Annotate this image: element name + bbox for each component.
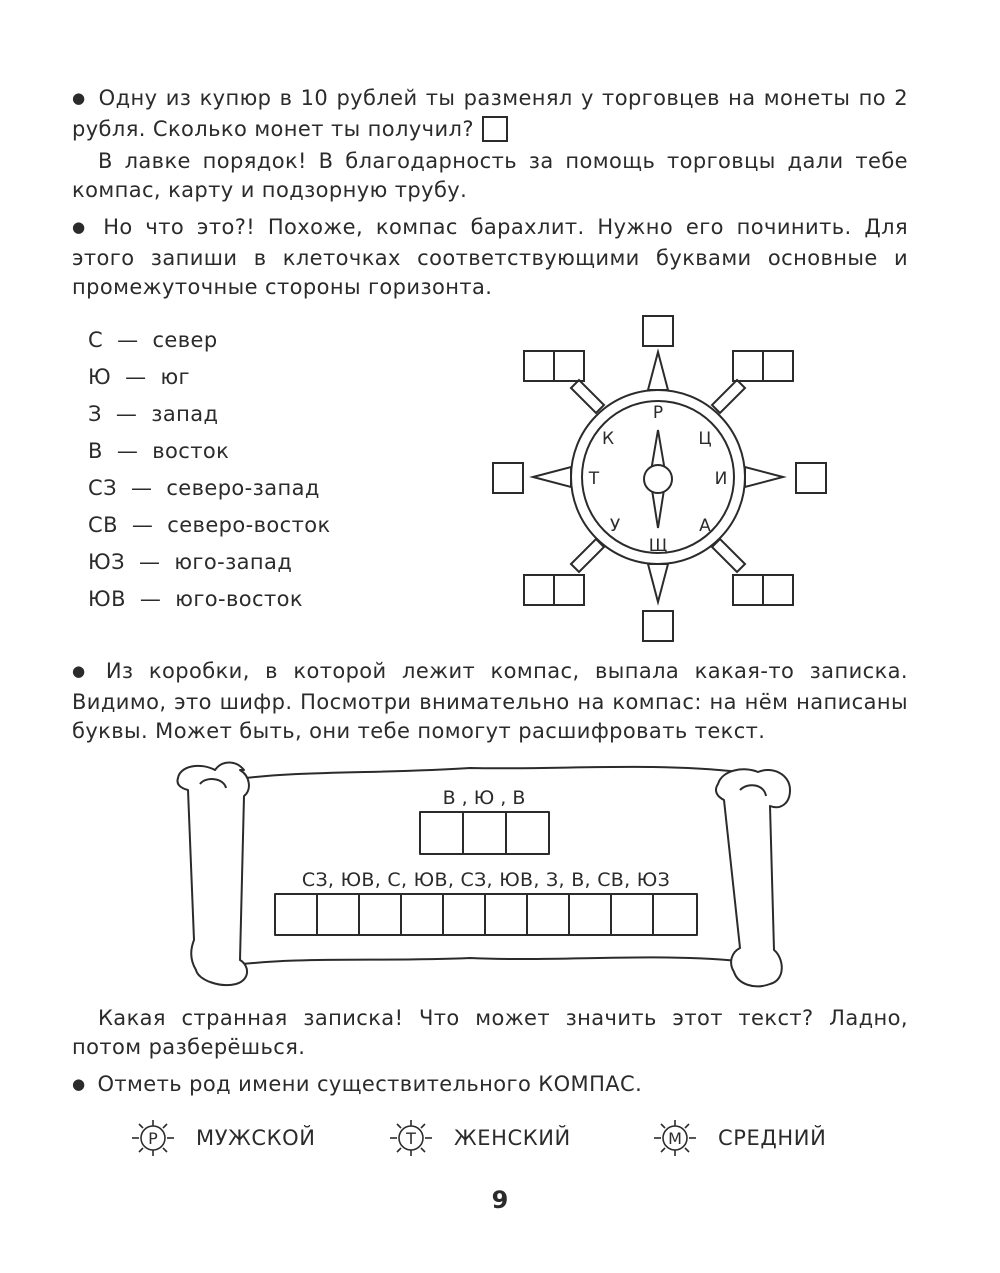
dial-letter-e: И <box>714 469 728 489</box>
cipher-box[interactable] <box>275 894 317 935</box>
box-southwest-1[interactable] <box>524 575 554 605</box>
scroll-left-roll <box>177 763 248 986</box>
legend-item: СВ — северо-восток <box>88 513 331 537</box>
legend-item: СЗ — северо-запад <box>88 476 320 500</box>
dial-letter-se: А <box>699 516 711 536</box>
task-compass-fix <box>72 213 908 302</box>
cipher-box[interactable] <box>463 812 506 854</box>
cipher-box[interactable] <box>653 894 697 935</box>
cipher-box[interactable] <box>569 894 611 935</box>
dial-letter-nw: К <box>601 429 615 449</box>
cipher-row2-boxes <box>275 894 697 935</box>
task-gender <box>72 1070 908 1101</box>
dial-letter-s: Щ <box>648 536 668 556</box>
cipher-box[interactable] <box>485 894 527 935</box>
gender-option-feminine[interactable] <box>388 1118 571 1158</box>
cipher-box[interactable] <box>527 894 569 935</box>
dial-letter-sw: У <box>609 516 621 536</box>
legend-item: З — запад <box>88 402 219 426</box>
compass-choice-icon[interactable] <box>388 1118 434 1158</box>
cipher-box[interactable] <box>506 812 549 854</box>
task-coins <box>72 84 908 144</box>
story-note: Какая странная записка! Что может значить этот текст? Ладно, потом разберёшься. <box>72 1006 908 1059</box>
cipher-box[interactable] <box>611 894 653 935</box>
box-southeast-2[interactable] <box>763 575 793 605</box>
cipher-scroll <box>170 752 810 1002</box>
compass-diagram <box>480 310 840 650</box>
box-south[interactable] <box>643 611 673 641</box>
coins-answer-box[interactable] <box>482 116 508 142</box>
gender-label: МУЖСКОЙ <box>196 1126 316 1150</box>
box-north[interactable] <box>643 316 673 346</box>
directions-legend <box>88 325 331 621</box>
box-northwest-1[interactable] <box>524 351 554 381</box>
legend-item: Ю — юг <box>88 365 190 389</box>
legend-item: С — север <box>88 328 218 352</box>
cipher-code-row2: СЗ, ЮВ, С, ЮВ, СЗ, ЮВ, З, В, СВ, ЮЗ <box>301 869 671 891</box>
svg-text:М: М <box>668 1129 682 1148</box>
gender-label: ЖЕНСКИЙ <box>454 1126 571 1150</box>
box-northeast-1[interactable] <box>733 351 763 381</box>
cipher-box[interactable] <box>317 894 359 935</box>
task-coins-text: Одну из купюр в 10 рублей ты разменял у торговцев на монеты по 2 рубля. Сколько монет ты получил? <box>72 86 908 141</box>
task-gender-text: Отметь род имени существительного КОМПАС. <box>97 1072 643 1096</box>
box-northeast-2[interactable] <box>763 351 793 381</box>
cipher-box[interactable] <box>401 894 443 935</box>
task-cipher <box>72 657 908 746</box>
cipher-code-row1: В , Ю , В <box>442 787 526 809</box>
legend-item: В — восток <box>88 439 230 463</box>
gender-option-neuter[interactable] <box>652 1118 826 1158</box>
svg-text:Т: Т <box>406 1129 416 1148</box>
gender-option-masculine[interactable] <box>130 1118 316 1158</box>
cipher-box[interactable] <box>359 894 401 935</box>
dial-letter-n: Р <box>652 403 664 423</box>
legend-item: ЮВ — юго-восток <box>88 587 303 611</box>
box-southeast-1[interactable] <box>733 575 763 605</box>
legend-item: ЮЗ — юго-запад <box>88 550 293 574</box>
dial-letter-ne: Ц <box>698 429 712 449</box>
dial-letter-w: Т <box>588 469 600 489</box>
story-shop: В лавке порядок! В благодарность за помощь торговцы дали тебе компас, карту и подзорную трубу. <box>72 149 908 202</box>
box-west[interactable] <box>493 463 523 493</box>
box-southwest-2[interactable] <box>554 575 584 605</box>
cipher-box[interactable] <box>443 894 485 935</box>
cipher-box[interactable] <box>420 812 463 854</box>
box-northwest-2[interactable] <box>554 351 584 381</box>
svg-text:Р: Р <box>148 1129 158 1148</box>
gender-label: СРЕДНИЙ <box>718 1126 827 1150</box>
page-number: 9 <box>491 1186 509 1214</box>
cipher-row1-boxes <box>420 812 549 854</box>
task-cipher-text: Из коробки, в которой лежит компас, выпала какая-то записка. Видимо, это шифр. Посмотри внимательно на компас: на нём написаны буквы. Может быть, они тебе помогут расшифровать текст. <box>72 659 908 743</box>
compass-choice-icon[interactable] <box>130 1118 176 1158</box>
box-east[interactable] <box>796 463 826 493</box>
task-compass-fix-text: Но что это?! Похоже, компас барахлит. Нужно его починить. Для этого запиши в клеточках соответствующими буквами основные и промежуточные стороны горизонта. <box>72 215 908 299</box>
compass-choice-icon[interactable] <box>652 1118 698 1158</box>
